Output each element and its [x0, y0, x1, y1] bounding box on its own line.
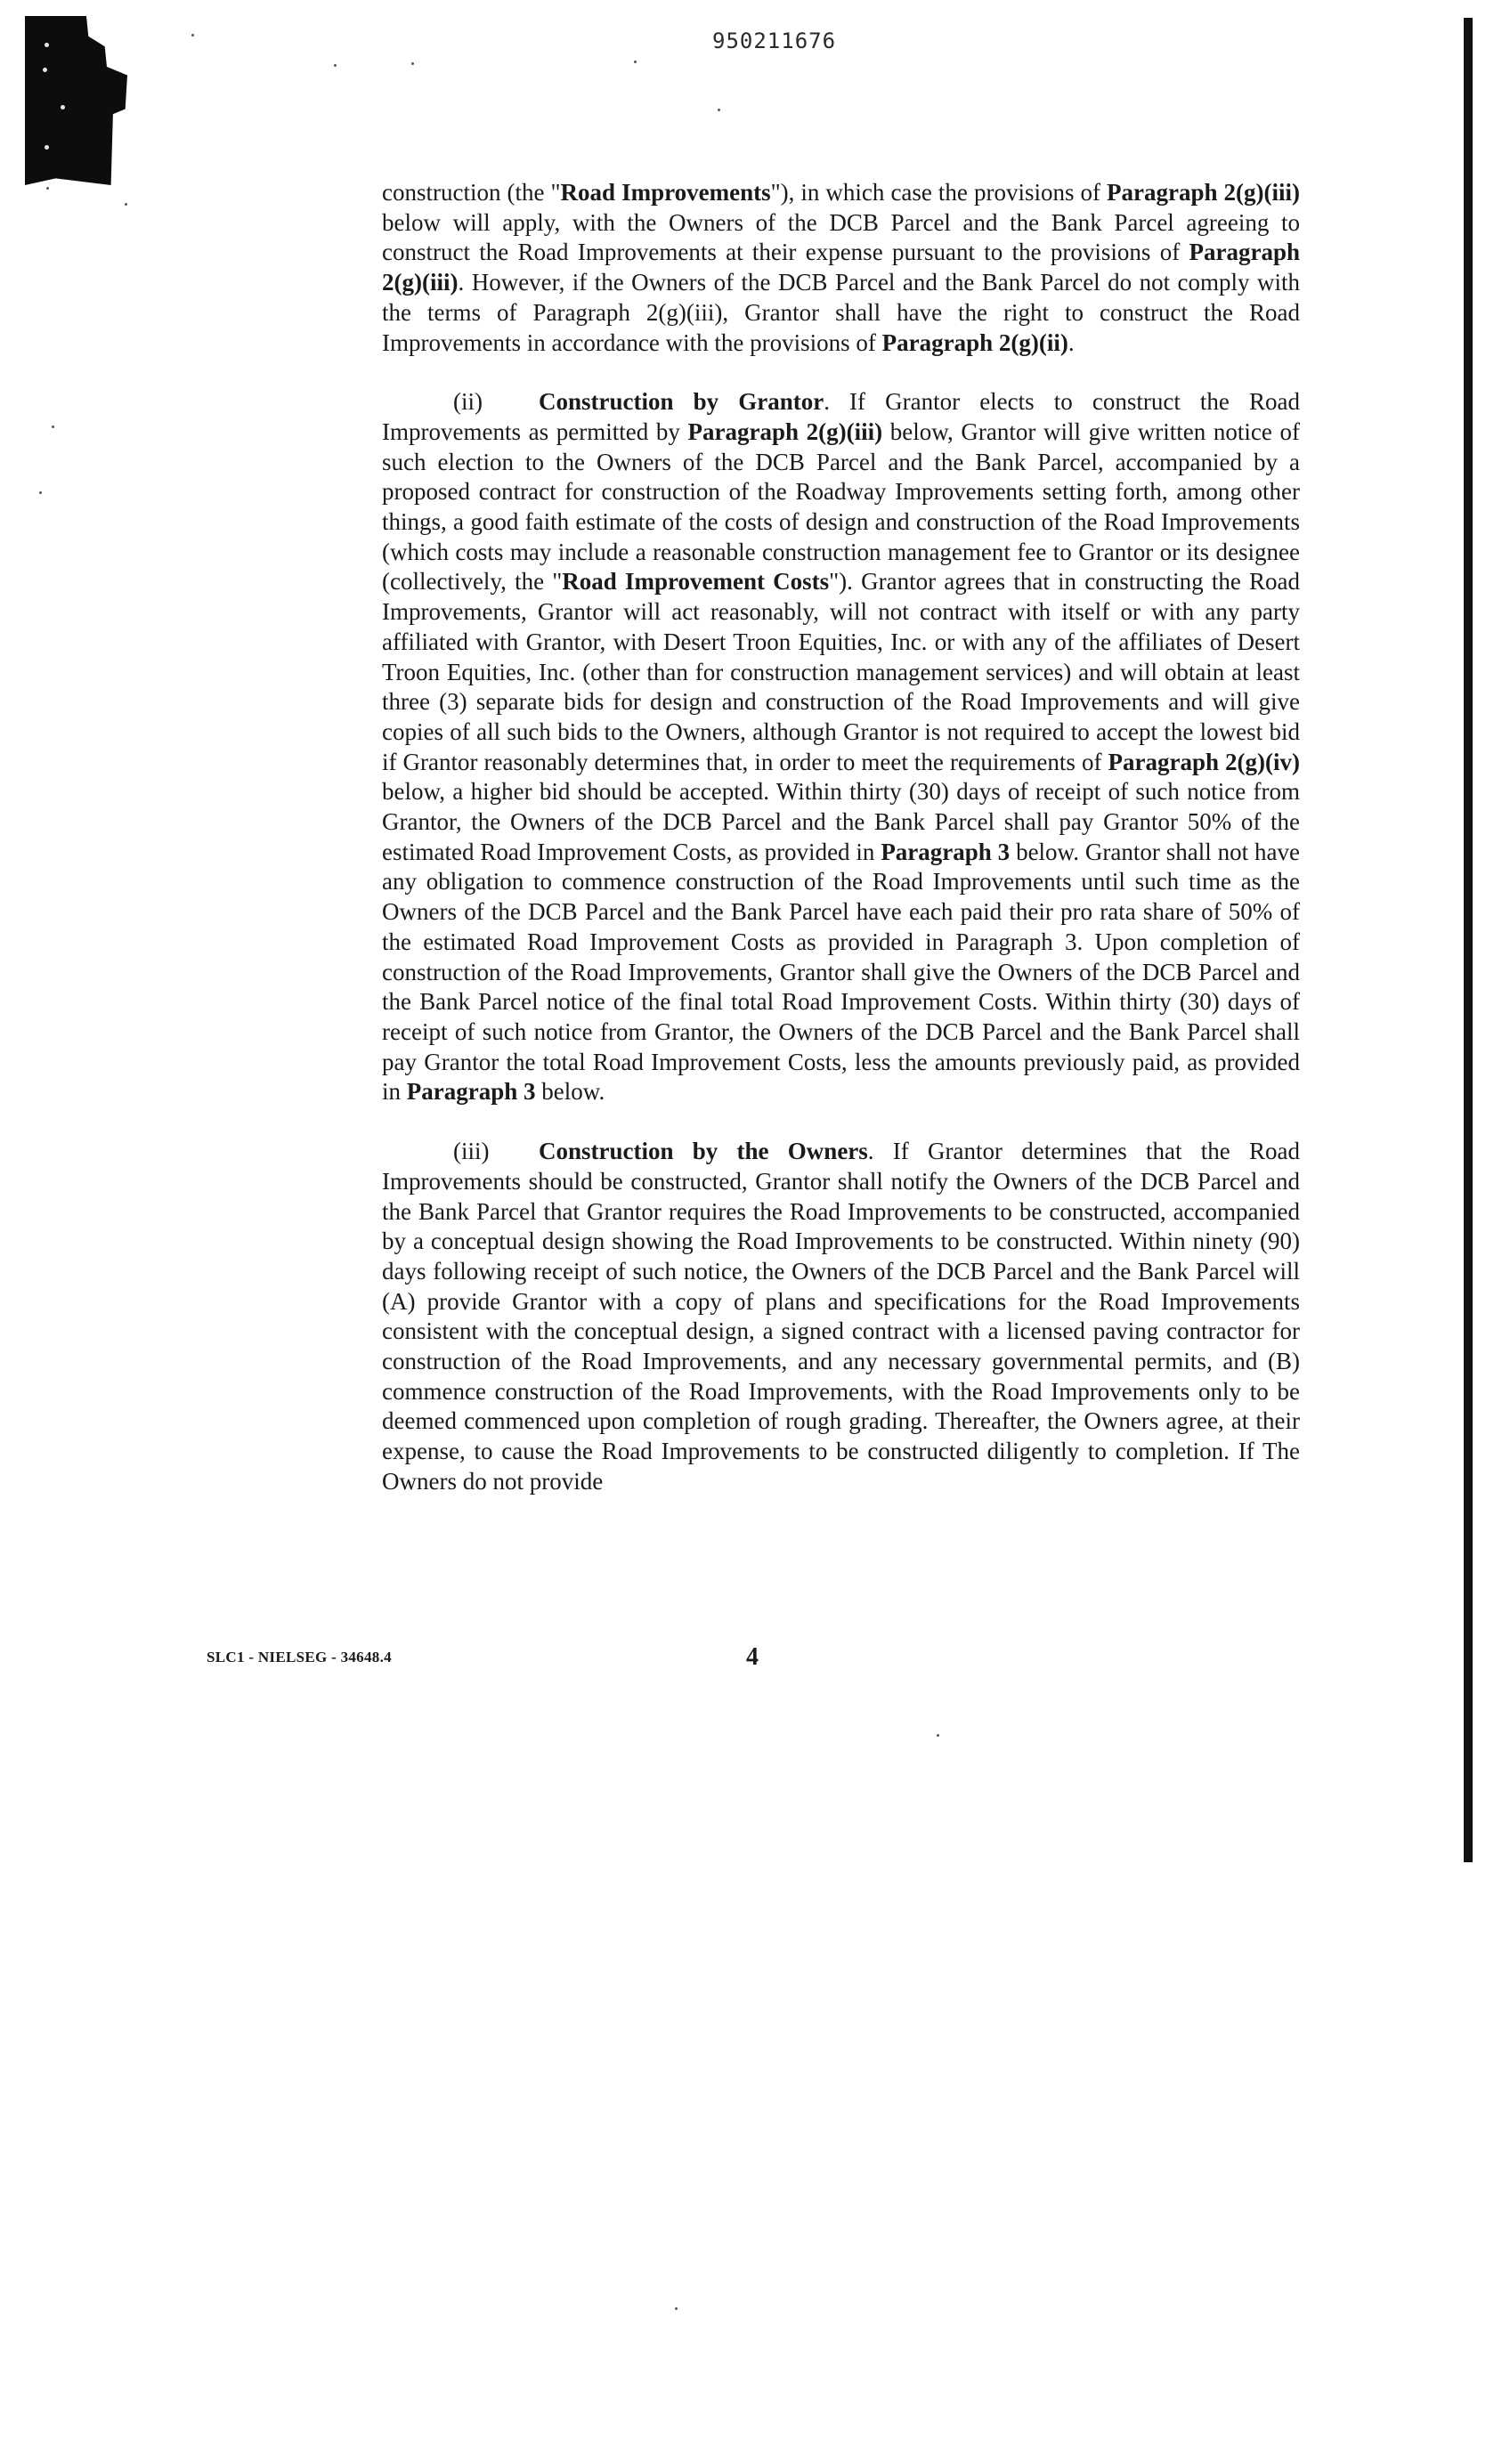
scan-dust	[191, 34, 194, 36]
scan-edge-bar	[1464, 18, 1473, 1862]
footer-document-id: SLC1 - NIELSEG - 34648.4	[207, 1649, 392, 1666]
paragraph-iii-heading: Construction by the Owners	[539, 1138, 868, 1165]
paragraph-iii-number: (iii)	[453, 1138, 490, 1165]
scan-dust	[718, 109, 720, 111]
paragraph-ii-heading: Construction by Grantor	[539, 388, 824, 416]
page-number: 4	[746, 1643, 759, 1671]
scan-dust	[52, 426, 54, 428]
scan-dust	[634, 61, 637, 63]
paragraph-iii: (iii) Construction by the Owners. If Grantor determines that the Road Improvements should be constructed, Grantor shall notify the Owners of the DCB Parcel and the Bank Parcel that Grantor requires the Road Improvements to be constructed, accompanied by a conceptual design showing the Road Improvements to be constructed. Within ninety (90) days following receipt of such notice, the Owners of the DCB Parcel and the Bank Parcel will (A) provide Grantor with a copy of plans and specifications for the Road Improvements consistent with the conceptual design, a signed contract with a licensed paving contractor for construction of the Road Improvements, and any necessary governmental permits, and (B) commence construction of the Road Improvements, with the Road Improvements only to be deemed commenced upon completion of rough grading. Thereafter, the Owners agree, at their expense, to cause the Road Improvements to be constructed diligently to completion. If The Owners do not provide	[382, 1138, 1300, 1495]
scan-dust	[411, 62, 414, 65]
scan-dust	[125, 203, 127, 206]
scan-dust	[39, 491, 42, 494]
scan-dust	[46, 187, 49, 190]
scan-dust	[937, 1734, 939, 1737]
paragraph-ii-number: (ii)	[453, 388, 483, 416]
scan-dust	[675, 2307, 678, 2310]
scan-dust	[334, 64, 337, 67]
intro-paragraph: construction (the "Road Improvements"), in which case the provisions of Paragraph 2(g)(iii) below will apply, with the Owners of the DCB Parcel and the Bank Parcel agreeing to construct the Road Improvements at their expense pursuant to the provisions of Paragraph 2(g)(iii). However, if the Owners of the DCB Parcel and the Bank Parcel do not comply with the terms of Paragraph 2(g)(iii), Grantor shall have the right to construct the Road Improvements in accordance with the provisions of Paragraph 2(g)(ii).	[382, 179, 1301, 356]
document-number: 950211676	[712, 28, 837, 53]
paragraph-ii: (ii) Construction by Grantor. If Grantor elects to construct the Road Improvements as permitted by Paragraph 2(g)(iii) below, Grantor will give written notice of such election to the Owners of the DCB Parcel and the Bank Parcel, accompanied by a proposed contract for construction of the Roadway Improvements setting forth, among other things, a good faith estimate of the costs of design and construction of the Road Improvements (which costs may include a reasonable construction management fee to Grantor or its designee (collectively, the "Road Improvement Costs"). Grantor agrees that in constructing the Road Improvements, Grantor will act reasonably, will not contract with itself or with any party affiliated with Grantor, with Desert Troon Equities, Inc. or with any of the affiliates of Desert Troon Equities, Inc. (other than for construction management services) and will obtain at least three (3) separate bids for design and construction of the Road Improvements and will give copies of all such bids to the Owners, although Grantor is not required to accept the lowest bid if Grantor reasonably determines that, in order to meet the requirements of Paragraph 2(g)(iv) below, a higher bid should be accepted. Within thirty (30) days of receipt of such notice from Grantor, the Owners of the DCB Parcel and the Bank Parcel shall pay Grantor 50% of the estimated Road Improvement Costs, as provided in Paragraph 3 below. Grantor shall not have any obligation to commence construction of the Road Improvements until such time as the Owners of the DCB Parcel and the Bank Parcel have each paid their pro rata share of 50% of the estimated Road Improvement Costs as provided in Paragraph 3. Upon completion of construction of the Road Improvements, Grantor shall give the Owners of the DCB Parcel and the Bank Parcel notice of the final total Road Improvement Costs. Within thirty (30) days of receipt of such notice from Grantor, the Owners of the DCB Parcel and the Bank Parcel shall pay Grantor the total Road Improvement Costs, less the amounts previously paid, as provided in Paragraph 3 below.	[382, 388, 1301, 1106]
scan-artifact	[25, 16, 127, 185]
document-body	[382, 178, 1300, 1527]
